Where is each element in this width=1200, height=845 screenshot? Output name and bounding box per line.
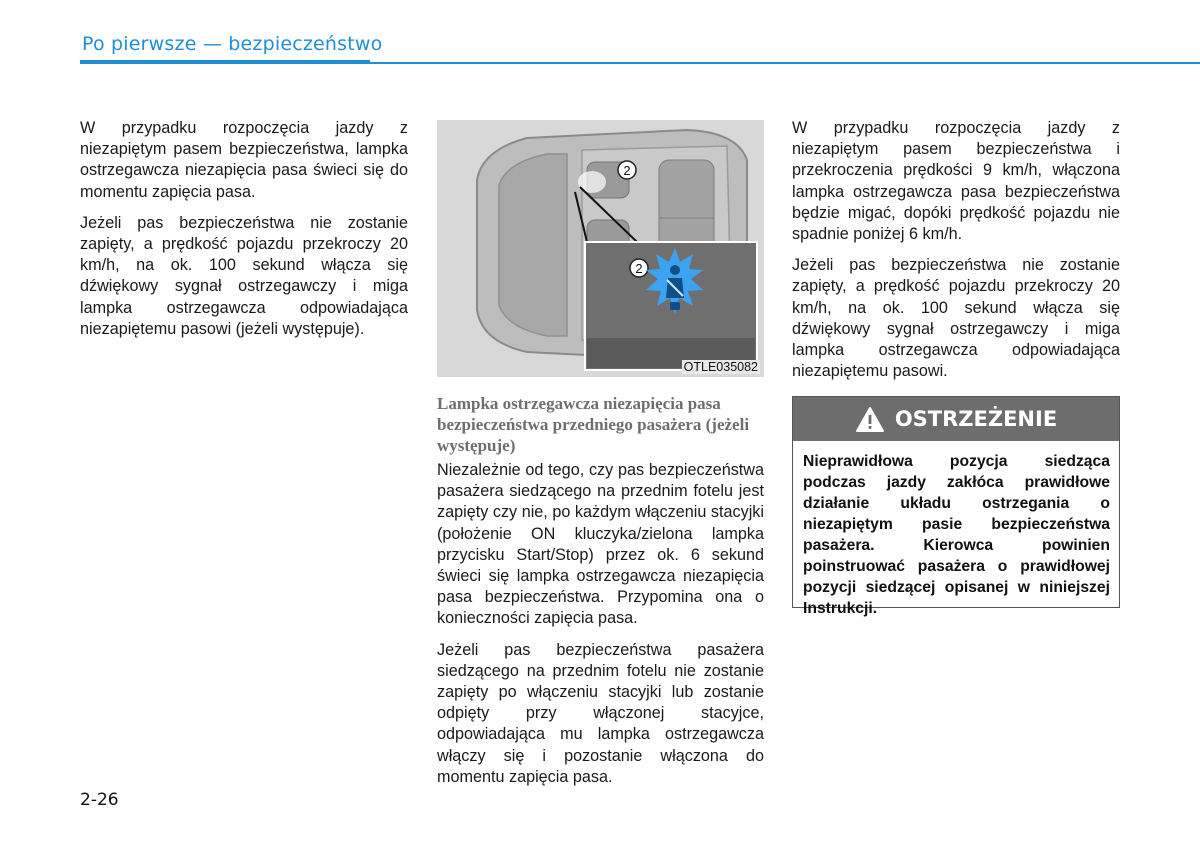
warning-title: OSTRZEŻENIE [894, 407, 1058, 431]
paragraph: Niezależnie od tego, czy pas bezpieczeństwa pasażera siedzącego na przednim fotelu jest zapięty czy nie, po każdym włączeniu stacyjki (położenie ON kluczyka/zielona lampka przycisku Start/Stop) przez ok. 6 sekund świeci się lampka ostrzegawcza niezapięcia pasa bezpieczeństwa. Przypomina ona o konieczności zapięcia pasa. [437, 461, 764, 628]
paragraph: W przypadku rozpoczęcia jazdy z niezapiętym pasem bezpieczeństwa i przekroczenia prędkości 9 km/h, włączona lampka ostrzegawcza pasa bezpieczeństwa będzie migać, dopóki prędkość pojazdu nie spadnie poniżej 6 km/h. [792, 119, 1120, 244]
paragraph: W przypadku rozpoczęcia jazdy z niezapiętym pasem bezpieczeństwa, lampka ostrzegawcza niezapięcia pasa świeci się do momentu zapięcia pasa. [80, 119, 408, 201]
page-number: 2-26 [80, 790, 119, 810]
header-rule [370, 62, 1200, 64]
warning-text: Nieprawidłowa pozycja siedząca podczas jazdy zakłóca prawidłowe działanie układu ostrzegania o niezapiętym pasie bezpieczeństwa pasażera. Kierowca powinien poinstruować pasażera o prawidłowej pozycji siedzącej opisanej w niniejszej Instrukcji. [803, 453, 1110, 617]
warning-box [792, 396, 1120, 617]
paragraph: Jeżeli pas bezpieczeństwa nie zostanie zapięty, a prędkość pojazdu przekroczy 20 km/h, na ok. 100 sekund włącza się dźwiękowy sygnał ostrzegawczy i miga lampka ostrzegawcza odpowiadająca niezapiętemu pasowi (jeżeli występuje). [80, 213, 408, 338]
header-rule-accent [80, 60, 370, 64]
figure-caption: Lampka ostrzegawcza niezapięcia pasa bezpieczeństwa przedniego pasażera (jeżeli występuje) [437, 394, 750, 455]
warning-header [793, 397, 1119, 441]
callout-number: 2 [623, 163, 631, 178]
right-column [792, 118, 1120, 392]
section-title: Po pierwsze — bezpieczeństwo [82, 33, 383, 55]
warning-triangle-icon [855, 406, 885, 433]
paragraph: Jeżeli pas bezpieczeństwa nie zostanie zapięty, a prędkość pojazdu przekroczy 20 km/h, na ok. 100 sekund włącza się dźwiękowy sygnał ostrzegawczy i miga lampka ostrzegawcza odpowiadająca niezapiętemu pasowi. [792, 256, 1120, 381]
figure-code: OTLE035082 [683, 360, 758, 374]
left-column [80, 118, 408, 350]
paragraph: Jeżeli pas bezpieczeństwa pasażera siedzącego na przednim fotelu nie zostanie zapięty po włączeniu stacyjki lub zostanie odpięty przy włączonej stacyjce, odpowiadająca mu lampka ostrzegawcza włączy się i pozostanie włączona do momentu zapięcia pasa. [437, 640, 764, 786]
car-interior-figure [437, 120, 764, 377]
middle-column [437, 460, 764, 798]
callout-number: 2 [635, 261, 643, 276]
car-top-view-illustration [437, 120, 764, 377]
